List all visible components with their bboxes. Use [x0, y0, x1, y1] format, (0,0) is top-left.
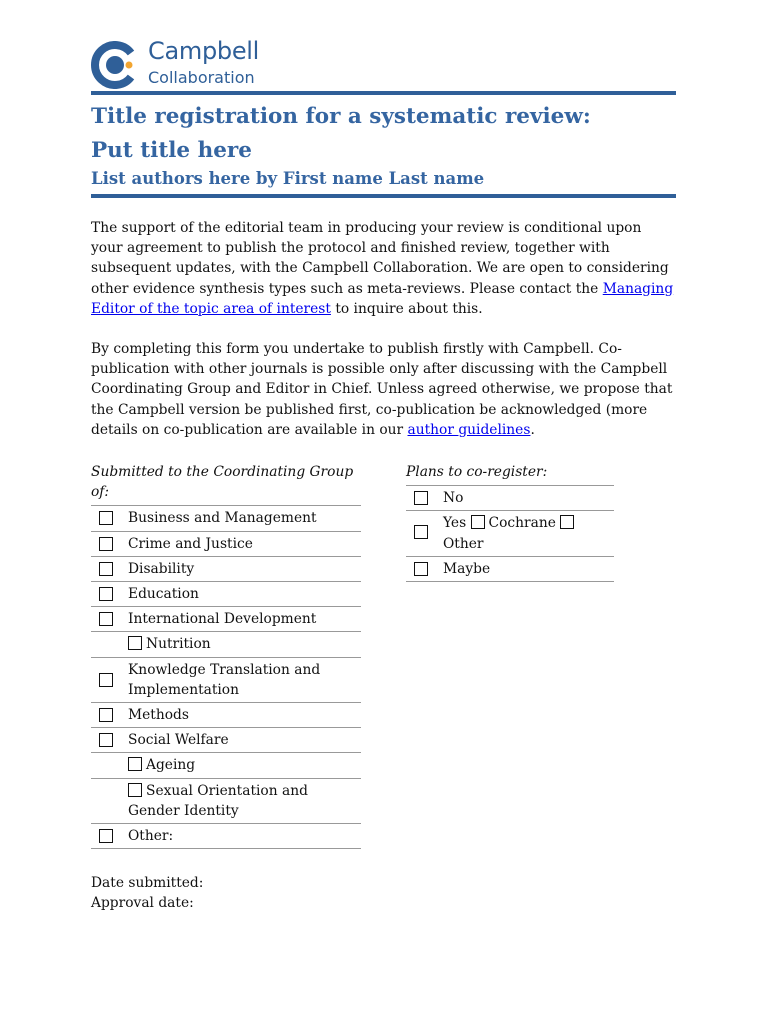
- list-item: [91, 581, 361, 606]
- option-label: Education: [128, 586, 199, 603]
- coordinating-group-section: [91, 462, 361, 849]
- option-label: Business and Management: [128, 510, 317, 527]
- header-rule-top: [91, 91, 676, 95]
- header-rule-bottom: [91, 194, 676, 198]
- checkbox-nutrition[interactable]: [128, 636, 142, 650]
- list-item: [91, 727, 361, 752]
- list-item: [91, 752, 361, 777]
- option-label-other: Other: [443, 535, 484, 552]
- list-item: [406, 485, 614, 510]
- option-label: Methods: [128, 707, 189, 724]
- managing-editor-link[interactable]: Managing Editor of the topic area of interest: [91, 280, 674, 317]
- checkbox-education[interactable]: [99, 587, 113, 601]
- checkbox-other-group[interactable]: [99, 829, 113, 843]
- coordinating-group-heading: Submitted to the Coordinating Group of:: [91, 464, 354, 501]
- intro-paragraph: [91, 218, 676, 319]
- option-label: Sexual Orientation and Gender Identity: [128, 782, 308, 819]
- list-item: [91, 606, 361, 631]
- option-label-yes: Yes: [443, 515, 467, 532]
- checkbox-no[interactable]: [414, 491, 428, 505]
- option-label: Knowledge Translation and Implementation: [128, 661, 321, 698]
- checkbox-sexual-orientation[interactable]: [128, 783, 142, 797]
- logo-wordmark-collaboration: Collaboration: [148, 68, 255, 87]
- option-label: Crime and Justice: [128, 535, 253, 552]
- list-item: [91, 531, 361, 556]
- page-title: [91, 100, 676, 168]
- logo-wordmark-campbell: Campbell: [148, 37, 260, 65]
- option-label: Ageing: [146, 757, 196, 774]
- dates-section: [91, 873, 203, 913]
- author-list: List authors here by First name Last name: [91, 169, 485, 188]
- list-item: [91, 556, 361, 581]
- checkbox-yes[interactable]: [414, 525, 428, 539]
- checkbox-crime-justice[interactable]: [99, 537, 113, 551]
- intro-text: The support of the editorial team in producing your review is conditional upon your agreement to publish the protocol and finished review, together with subsequent updates, with the Campbell Collaboration. We are open to considering other evidence synthesis types such as meta-reviews. Please contact the: [91, 220, 669, 297]
- list-item: [406, 556, 614, 582]
- form-columns: [91, 462, 676, 845]
- copublication-text-end: .: [530, 421, 535, 438]
- option-label: Nutrition: [146, 636, 211, 653]
- option-label: Disability: [128, 560, 195, 577]
- copublication-text: By completing this form you undertake to publish firstly with Campbell. Co-publication with other journals is possible only after discussing with the Campbell Coordinating Group and Editor in Chief. Unless agreed otherwise, we propose that the Campbell version be published first, co-publication be acknowledged (more details on co-publication are available in our: [91, 341, 673, 438]
- option-label: Social Welfare: [128, 732, 229, 749]
- campbell-logo: [91, 38, 676, 90]
- checkbox-cochrane[interactable]: [471, 515, 485, 529]
- list-item: [91, 823, 361, 849]
- list-item: [91, 505, 361, 530]
- intro-text-end: to inquire about this.: [330, 300, 483, 317]
- list-item: [91, 778, 361, 823]
- option-label-wrap: [91, 634, 361, 654]
- list-item: [91, 702, 361, 727]
- option-label: International Development: [128, 611, 317, 628]
- author-guidelines-link[interactable]: author guidelines: [407, 421, 531, 438]
- option-label-cochrane: Cochrane: [488, 515, 556, 532]
- copublication-paragraph: [91, 339, 676, 440]
- option-label: Other:: [128, 828, 174, 845]
- title-line-2: Put title here: [91, 138, 252, 163]
- document-page: [91, 37, 676, 845]
- checkbox-business-management[interactable]: [99, 511, 113, 525]
- option-label-wrap: [91, 755, 361, 775]
- option-label: Maybe: [443, 560, 491, 577]
- checkbox-methods[interactable]: [99, 708, 113, 722]
- checkbox-ageing[interactable]: [128, 757, 142, 771]
- co-register-heading: Plans to co-register:: [406, 464, 548, 481]
- list-item: [406, 510, 614, 555]
- checkbox-knowledge-translation[interactable]: [99, 673, 113, 687]
- option-label-wrap: [406, 513, 614, 553]
- list-item: [91, 631, 361, 656]
- checkbox-disability[interactable]: [99, 562, 113, 576]
- option-label-wrap: [91, 781, 361, 821]
- date-submitted-label: Date submitted:: [91, 875, 204, 891]
- checkbox-other-register[interactable]: [560, 515, 574, 529]
- approval-date-label: Approval date:: [91, 895, 194, 912]
- list-item: [91, 657, 361, 702]
- checkbox-social-welfare[interactable]: [99, 733, 113, 747]
- campbell-logo-icon: [91, 41, 139, 89]
- option-label: No: [443, 490, 464, 507]
- title-line-1: Title registration for a systematic review:: [91, 104, 591, 129]
- co-register-section: [406, 462, 614, 582]
- checkbox-maybe[interactable]: [414, 562, 428, 576]
- checkbox-international-development[interactable]: [99, 612, 113, 626]
